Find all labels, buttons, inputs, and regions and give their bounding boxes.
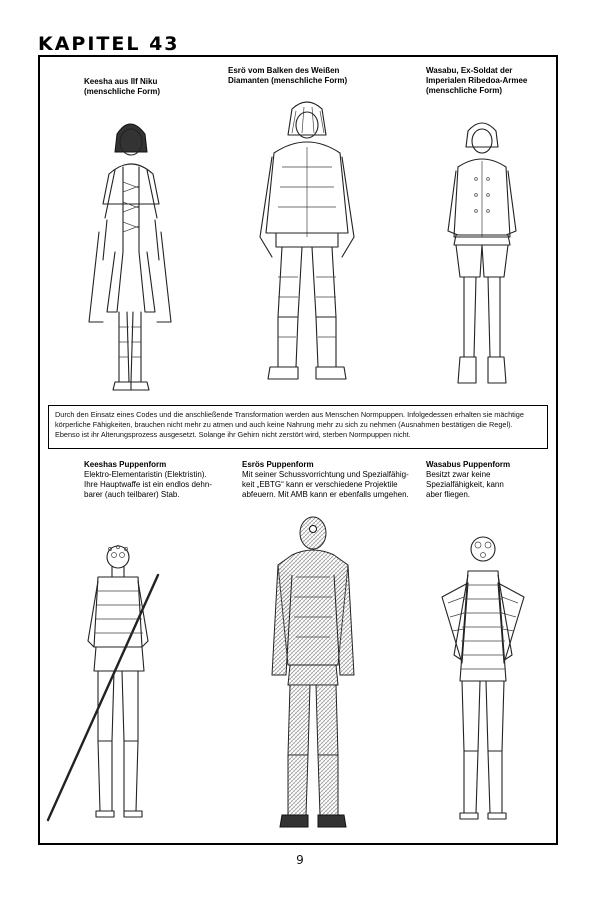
- info-line: Durch den Einsatz eines Codes und die anschließende Transformation werden aus Menschen Normpuppen. Infolgedessen erhalten sie mächtige: [55, 410, 524, 419]
- label-esroe-human: [228, 66, 347, 86]
- label-line: barer (auch teilbarer) Stab.: [84, 490, 180, 499]
- label-line: Wasabu, Ex-Soldat der: [426, 66, 513, 75]
- label-heading: Wasabus Puppenform: [426, 460, 511, 469]
- label-wasabu-doll: [426, 460, 510, 500]
- label-line: Besitzt zwar keine: [426, 470, 491, 479]
- label-line: aber fliegen.: [426, 490, 471, 499]
- label-line: Esrö vom Balken des Weißen: [228, 66, 340, 75]
- info-line: körperliche Fähigkeiten, brauchen nicht mehr zu atmen und auch keine Nahrung mehr zu sich zu nehmen (Ausnahmen bestätigen die Regel).: [55, 420, 513, 430]
- esroe-human-illustration: [252, 97, 362, 397]
- label-line: Spezialfähigkeit, kann: [426, 480, 504, 489]
- keesha-human-illustration: [85, 112, 175, 397]
- label-wasabu-human: [426, 66, 527, 96]
- page-number: 9: [296, 853, 304, 867]
- character-sheet-frame: [38, 55, 558, 845]
- label-line: Elektro-Elementaristin (Elektristin).: [84, 470, 207, 479]
- label-line: Diamanten (menschliche Form): [228, 76, 348, 85]
- wasabu-doll-illustration: [428, 527, 538, 837]
- info-line: Ebenso ist ihr Alterungsprozess ausgesetzt. Solange ihr Gehirn nicht zerstört wird, sterben Normpuppen nicht.: [55, 430, 411, 440]
- normpuppen-info-box: [48, 405, 548, 449]
- label-line: Keesha aus Ilf Niku: [84, 77, 158, 86]
- label-keesha-doll: [84, 460, 212, 500]
- label-heading: Keeshas Puppenform: [84, 460, 167, 469]
- label-esroe-doll: [242, 460, 409, 500]
- esroe-doll-illustration: [258, 507, 368, 847]
- label-line: Mit seiner Schussvorrichtung und Spezialfähig-: [242, 470, 409, 479]
- wasabu-human-illustration: [442, 117, 522, 397]
- label-line: Imperialen Ribedoa-Armee: [426, 76, 528, 85]
- label-line: (menschliche Form): [84, 87, 161, 96]
- chapter-title: KAPITEL 43: [38, 33, 180, 55]
- label-line: Ihre Hauptwaffe ist ein endlos dehn-: [84, 480, 212, 489]
- keesha-doll-illustration: [40, 535, 180, 835]
- label-line: abfeuern. Mit AMB kann er ebenfalls umgehen.: [242, 490, 409, 499]
- label-keesha-human: [84, 77, 160, 97]
- label-line: keit „EBTG“ kann er verschiedene Projektile: [242, 480, 398, 489]
- label-heading: Esrös Puppenform: [242, 460, 314, 469]
- label-line: (menschliche Form): [426, 86, 503, 95]
